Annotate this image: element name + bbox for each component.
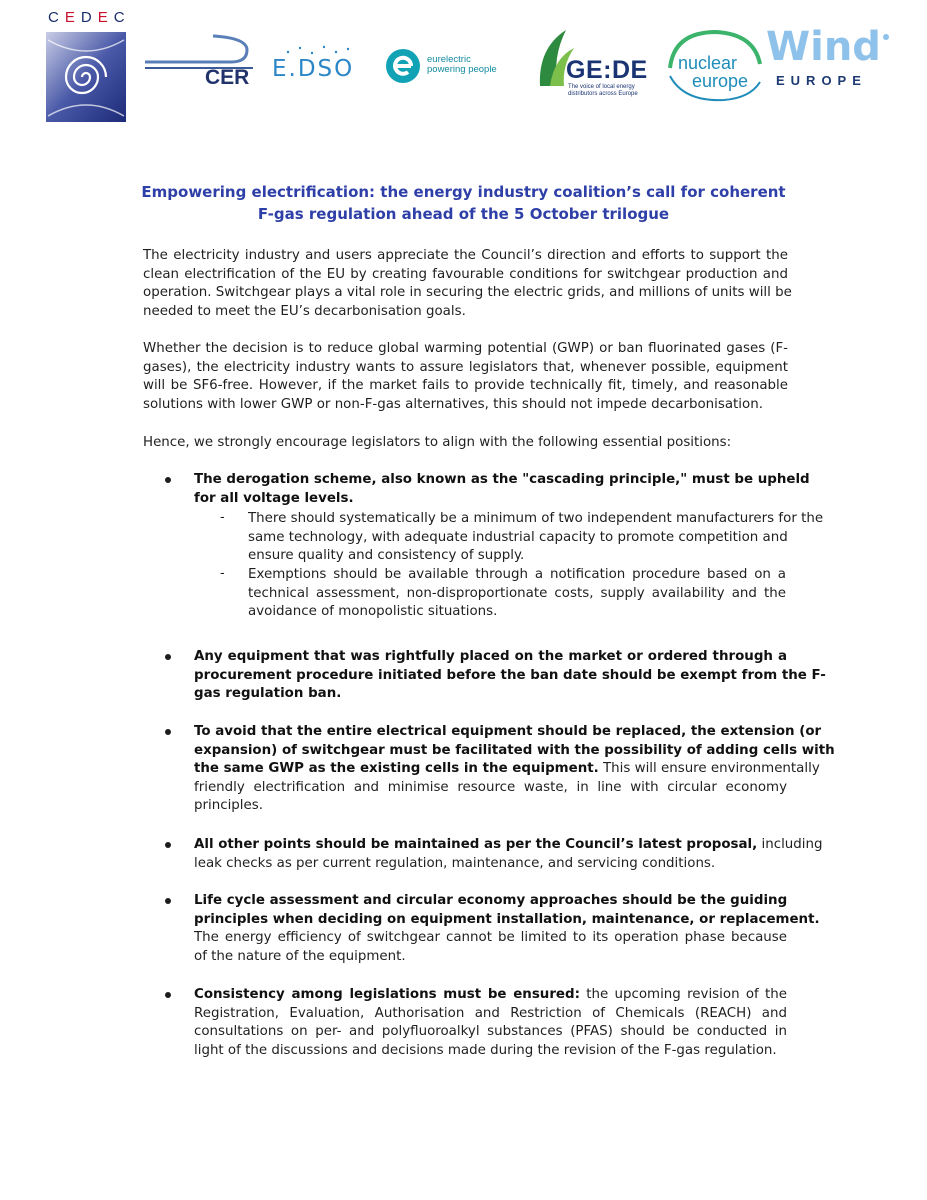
text-line: Any equipment that was rightfully placed on the market or ordered through a — [194, 649, 787, 664]
bullet-dot-icon — [165, 842, 171, 848]
text-line: operation. Switchgear plays a vital role in securing the electric grids, and millions of units will be — [143, 285, 792, 301]
wind-wordmark: Wind — [766, 24, 881, 70]
position-paragraph — [143, 340, 788, 414]
cer-wordmark: CER — [205, 66, 250, 89]
encourage-paragraph — [143, 434, 788, 453]
sub-bullet-text — [248, 566, 786, 622]
text-line: principles when deciding on equipment installation, maintenance, or replacement. — [194, 911, 820, 927]
text-line: principles. — [194, 798, 263, 814]
text-line: consultations on per- and polyfluoroalkyl substances (PFAS) should be conducted in — [194, 1024, 787, 1040]
text-line: same technology, with adequate industrial capacity to promote competition and — [248, 529, 788, 545]
bullet-text — [194, 986, 787, 1060]
text-line: Hence, we strongly encourage legislators to align with the following essential positions: — [143, 435, 732, 450]
eurelectric-e-icon — [385, 48, 421, 84]
text-line: Life cycle assessment and circular economy approaches should be the guiding — [194, 893, 788, 908]
bullet-text — [194, 471, 810, 508]
title-line-2: F-gas regulation ahead of the 5 October trilogue — [257, 205, 670, 223]
nuclear-word: nuclear — [678, 53, 738, 73]
cedec-wordmark: CEDEC — [48, 9, 131, 26]
europe-word: europe — [692, 71, 749, 91]
bullet-text — [194, 836, 823, 873]
bullet-dot-icon — [165, 898, 171, 904]
eurelectric-wordmark: eurelectric powering people — [427, 54, 497, 75]
cedec-swirl-icon — [46, 32, 126, 122]
text-line: avoidance of monopolistic situations. — [248, 604, 498, 620]
text-line: needed to meet the EU’s decarbonisation goals. — [143, 303, 466, 319]
document-title — [100, 181, 827, 225]
text-line: friendly electrification and minimise resource waste, in line with circular economy — [194, 779, 787, 795]
dash-marker: - — [220, 566, 225, 581]
wind-europe-subword: EUROPE — [776, 73, 867, 88]
bullet-dot-icon — [165, 654, 171, 660]
text-line: solutions with lower GWP or non-F-gas alternatives, this should not impede decarbonisation. — [143, 396, 763, 412]
sub-bullet-text — [248, 510, 824, 566]
text-line: The derogation scheme, also known as the "cascading principle," must be upheld — [194, 472, 810, 487]
text-line: technical assessment, non-disproportionate costs, supply availability and the — [248, 585, 786, 601]
text-line: Exemptions should be available through a notification procedure based on a — [248, 567, 786, 582]
cer-logo — [143, 32, 255, 92]
nuclear-europe-logo — [664, 28, 764, 104]
dash-marker: - — [220, 510, 225, 525]
bullet-dot-icon — [165, 992, 171, 998]
text-line: expansion) of switchgear must be facilitated with the possibility of adding cells with — [194, 742, 835, 758]
edso-wordmark: E.DSO — [272, 56, 355, 82]
partner-logos — [0, 0, 927, 130]
text-line: Registration, Evaluation, Authorisation and Restriction of Chemicals (REACH) and — [194, 1005, 787, 1021]
bullet-text — [194, 723, 835, 816]
text-line: Whether the decision is to reduce global warming potential (GWP) or ban fluorinated gases (F- — [143, 341, 788, 356]
wind-dot-icon — [883, 34, 889, 40]
text-line: All other points should be maintained as per the Council’s latest proposal, including — [194, 837, 823, 852]
title-line-1: Empowering electrification: the energy industry coalition’s call for coherent — [141, 183, 786, 201]
bullet-dot-icon — [165, 477, 171, 483]
bullet-dot-icon — [165, 729, 171, 735]
text-line: the same GWP as the existing cells in the equipment. This will ensure environmentally — [194, 761, 820, 777]
geode-logo — [536, 28, 661, 108]
text-line: for all voltage levels. — [194, 490, 354, 506]
bullet-text — [194, 648, 826, 704]
intro-paragraph — [143, 247, 792, 321]
text-line: ensure quality and consistency of supply. — [248, 548, 525, 564]
geode-tagline: The voice of local energy distributors across Europe — [568, 84, 638, 97]
edso-logo — [272, 44, 372, 94]
eurelectric-logo — [385, 48, 525, 88]
text-line: gases), the electricity industry wants to assure legislators that, whenever possible, equipment — [143, 359, 788, 375]
cedec-logo — [0, 0, 130, 125]
text-line: Consistency among legislations must be ensured: the upcoming revision of the — [194, 987, 788, 1002]
geode-wordmark: GE:DE — [566, 56, 648, 84]
text-line: clean electrification of the EU by creating favourable conditions for switchgear production and — [143, 266, 788, 282]
text-line: procurement procedure initiated before the ban date should be exempt from the F- — [194, 667, 826, 683]
text-line: The energy efficiency of switchgear cannot be limited to its operation phase because — [194, 930, 787, 946]
text-line: will be SF6-free. However, if the market fails to provide technically fit, timely, and reasonable — [143, 378, 788, 394]
bullet-text — [194, 892, 820, 966]
wind-europe-logo — [766, 24, 896, 100]
text-line: of the nature of the equipment. — [194, 948, 406, 964]
text-line: To avoid that the entire electrical equipment should be replaced, the extension (or — [194, 724, 822, 739]
text-line: gas regulation ban. — [194, 686, 342, 702]
nuclear-europe-wordmark — [678, 54, 748, 90]
text-line: light of the discussions and decisions made during the revision of the F-gas regulation. — [194, 1042, 777, 1058]
text-line: leak checks as per current regulation, maintenance, and servicing conditions. — [194, 855, 716, 871]
text-line: The electricity industry and users appreciate the Council’s direction and efforts to support the — [143, 248, 788, 263]
text-line: There should systematically be a minimum of two independent manufacturers for the — [248, 511, 824, 526]
